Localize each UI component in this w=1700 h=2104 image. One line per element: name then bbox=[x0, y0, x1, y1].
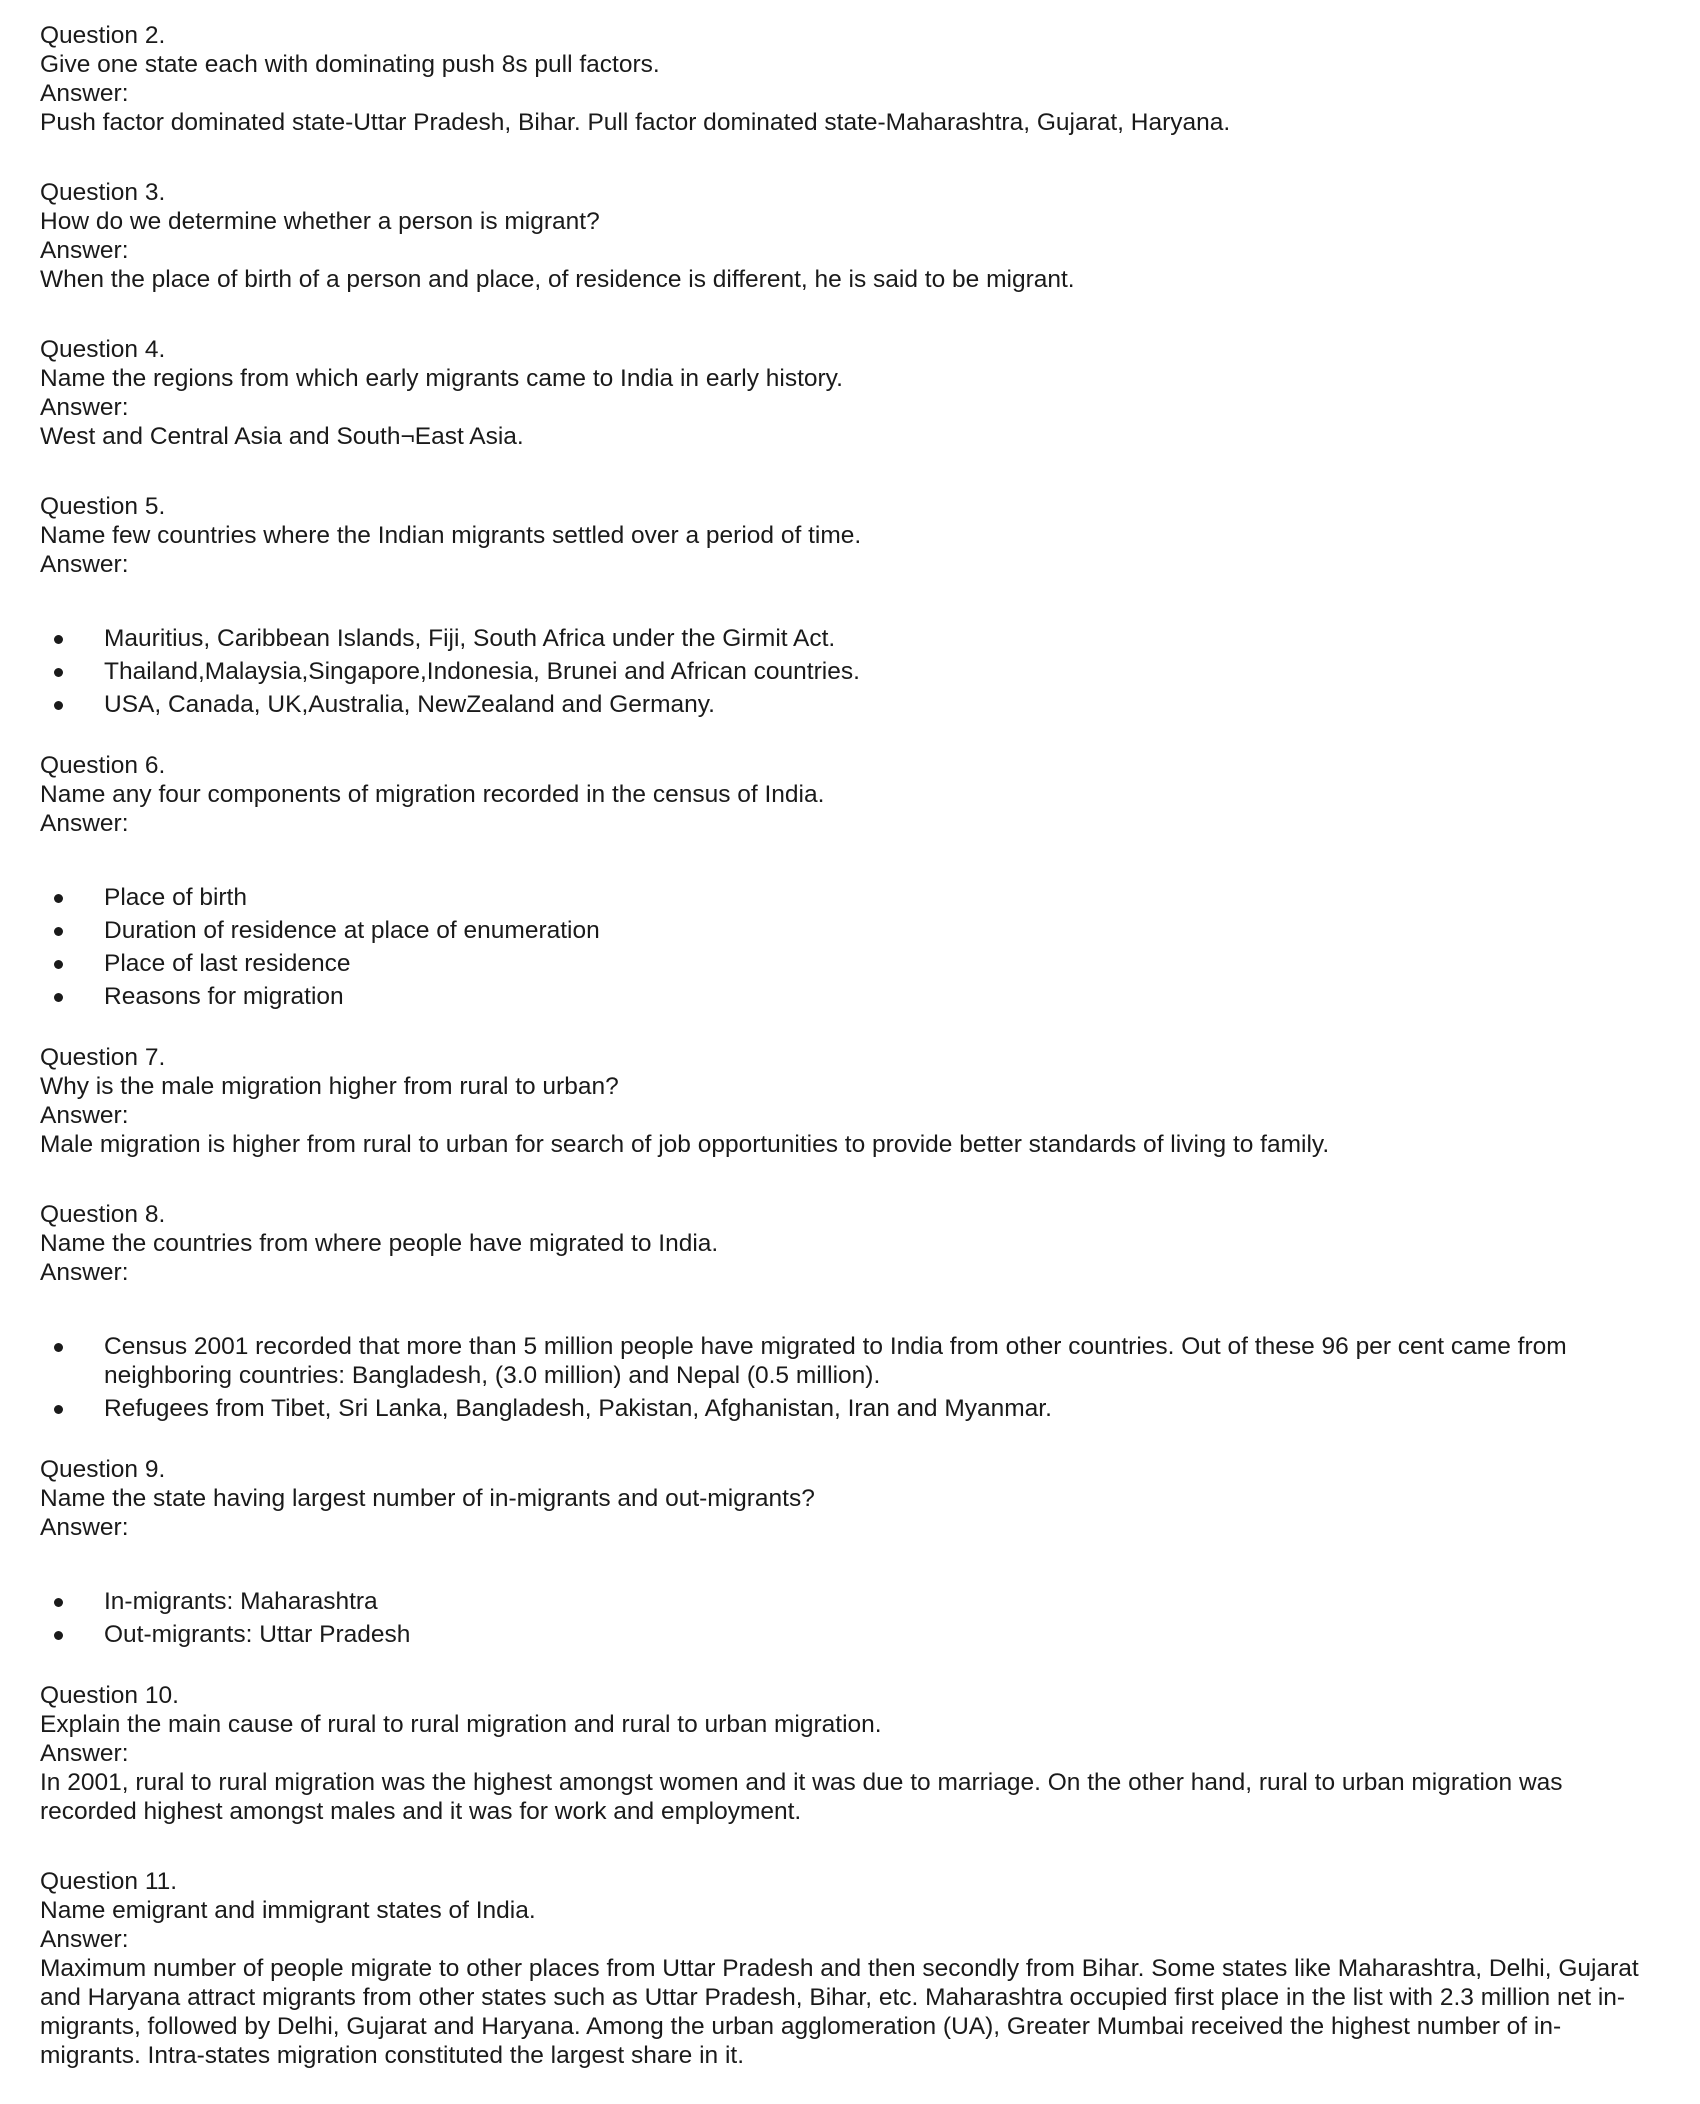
list-item bbox=[40, 690, 1660, 719]
question-title: Question 9. bbox=[40, 1456, 166, 1483]
answer-list bbox=[40, 883, 1660, 1011]
bullet-icon bbox=[54, 894, 63, 903]
list-item-text: Place of birth bbox=[104, 884, 247, 911]
bullet-icon bbox=[54, 927, 63, 936]
answer-label: Answer: bbox=[40, 1740, 129, 1767]
answer-text: Male migration is higher from rural to urban for search of job opportunities to provide better standards of living to family. bbox=[40, 1131, 1330, 1158]
question-title: Question 7. bbox=[40, 1044, 166, 1071]
list-item-text: Reasons for migration bbox=[104, 983, 344, 1010]
question-block-9 bbox=[40, 1455, 1660, 1649]
question-text: Explain the main cause of rural to rural migration and rural to urban migration. bbox=[40, 1711, 882, 1738]
answer-list bbox=[40, 624, 1660, 719]
list-item bbox=[40, 1587, 1660, 1616]
bullet-icon bbox=[54, 701, 63, 710]
answer-text: When the place of birth of a person and place, of residence is different, he is said to be migrant. bbox=[40, 266, 1075, 293]
bullet-icon bbox=[54, 1631, 63, 1640]
question-text: Name few countries where the Indian migrants settled over a period of time. bbox=[40, 522, 862, 549]
question-title: Question 11. bbox=[40, 1868, 178, 1895]
list-item-text: Out-migrants: Uttar Pradesh bbox=[104, 1621, 411, 1648]
question-text: Name any four components of migration recorded in the census of India. bbox=[40, 781, 825, 808]
answer-text: West and Central Asia and South¬East Asia. bbox=[40, 423, 524, 450]
question-block-2 bbox=[40, 21, 1660, 137]
answer-label: Answer: bbox=[40, 1259, 129, 1286]
answer-list bbox=[40, 1587, 1660, 1649]
question-text: Name emigrant and immigrant states of India. bbox=[40, 1897, 536, 1924]
question-block-11 bbox=[40, 1867, 1660, 2070]
bullet-icon bbox=[54, 1598, 63, 1607]
question-text: Name the regions from which early migrants came to India in early history. bbox=[40, 365, 843, 392]
answer-label: Answer: bbox=[40, 394, 129, 421]
question-block-6 bbox=[40, 751, 1660, 1011]
answer-text: Push factor dominated state-Uttar Pradesh, Bihar. Pull factor dominated state-Maharashtra, Gujarat, Haryana. bbox=[40, 109, 1231, 136]
answer-text: In 2001, rural to rural migration was the highest amongst women and it was due to marriage. On the other hand, rural to urban migration was recorded highest amongst males and it was for work and employment. bbox=[40, 1769, 1563, 1825]
list-item bbox=[40, 982, 1660, 1011]
list-item bbox=[40, 949, 1660, 978]
bullet-icon bbox=[54, 1343, 63, 1352]
question-title: Question 6. bbox=[40, 752, 166, 779]
question-block-4 bbox=[40, 335, 1660, 451]
answer-text: Maximum number of people migrate to other places from Uttar Pradesh and then secondly from Bihar. Some states like Maharashtra, Delhi, Gujarat and Haryana attract migrants from other states such as Uttar Pradesh, Bihar, etc. Maharashtra occupied first place in the list with 2.3 million net in-migrants, followed by Delhi, Gujarat and Haryana. Among the urban agglomeration (UA), Greater Mumbai received the highest number of in-migrants. Intra-states migration constituted the largest share in it. bbox=[40, 1955, 1639, 2069]
list-item-text: Duration of residence at place of enumeration bbox=[104, 917, 600, 944]
answer-label: Answer: bbox=[40, 1102, 129, 1129]
answer-label: Answer: bbox=[40, 1514, 129, 1541]
answer-list bbox=[40, 1332, 1660, 1423]
bullet-icon bbox=[54, 1405, 63, 1414]
list-item-text: Thailand,Malaysia,Singapore,Indonesia, Brunei and African countries. bbox=[104, 658, 860, 685]
question-block-5 bbox=[40, 492, 1660, 719]
question-title: Question 5. bbox=[40, 493, 166, 520]
list-item bbox=[40, 916, 1660, 945]
answer-label: Answer: bbox=[40, 80, 129, 107]
list-item bbox=[40, 624, 1660, 653]
list-item-text: In-migrants: Maharashtra bbox=[104, 1588, 378, 1615]
question-title: Question 2. bbox=[40, 22, 166, 49]
answer-label: Answer: bbox=[40, 237, 129, 264]
bullet-icon bbox=[54, 635, 63, 644]
list-item-text: Refugees from Tibet, Sri Lanka, Bangladesh, Pakistan, Afghanistan, Iran and Myanmar. bbox=[104, 1395, 1052, 1422]
question-title: Question 4. bbox=[40, 336, 166, 363]
question-title: Question 10. bbox=[40, 1682, 179, 1709]
answer-label: Answer: bbox=[40, 810, 129, 837]
list-item bbox=[40, 1332, 1660, 1390]
answer-label: Answer: bbox=[40, 1926, 129, 1953]
question-block-10 bbox=[40, 1681, 1660, 1826]
answer-label: Answer: bbox=[40, 551, 129, 578]
list-item-text: Place of last residence bbox=[104, 950, 351, 977]
list-item bbox=[40, 1620, 1660, 1649]
question-title: Question 8. bbox=[40, 1201, 166, 1228]
question-text: Name the state having largest number of in-migrants and out-migrants? bbox=[40, 1485, 815, 1512]
question-text: Name the countries from where people have migrated to India. bbox=[40, 1230, 719, 1257]
list-item bbox=[40, 883, 1660, 912]
bullet-icon bbox=[54, 668, 63, 677]
list-item-text: USA, Canada, UK,Australia, NewZealand and Germany. bbox=[104, 691, 715, 718]
question-title: Question 3. bbox=[40, 179, 166, 206]
question-block-7 bbox=[40, 1043, 1660, 1159]
question-text: Why is the male migration higher from rural to urban? bbox=[40, 1073, 619, 1100]
list-item-text: Mauritius, Caribbean Islands, Fiji, South Africa under the Girmit Act. bbox=[104, 625, 836, 652]
question-block-8 bbox=[40, 1200, 1660, 1423]
list-item bbox=[40, 1394, 1660, 1423]
list-item bbox=[40, 657, 1660, 686]
list-item-text: Census 2001 recorded that more than 5 million people have migrated to India from other countries. Out of these 96 per cent came from neighboring countries: Bangladesh, (3.0 million) and Nepal (0.5 million). bbox=[104, 1333, 1567, 1389]
question-text: How do we determine whether a person is migrant? bbox=[40, 208, 600, 235]
bullet-icon bbox=[54, 960, 63, 969]
question-text: Give one state each with dominating push 8s pull factors. bbox=[40, 51, 660, 78]
bullet-icon bbox=[54, 993, 63, 1002]
question-block-3 bbox=[40, 178, 1660, 294]
